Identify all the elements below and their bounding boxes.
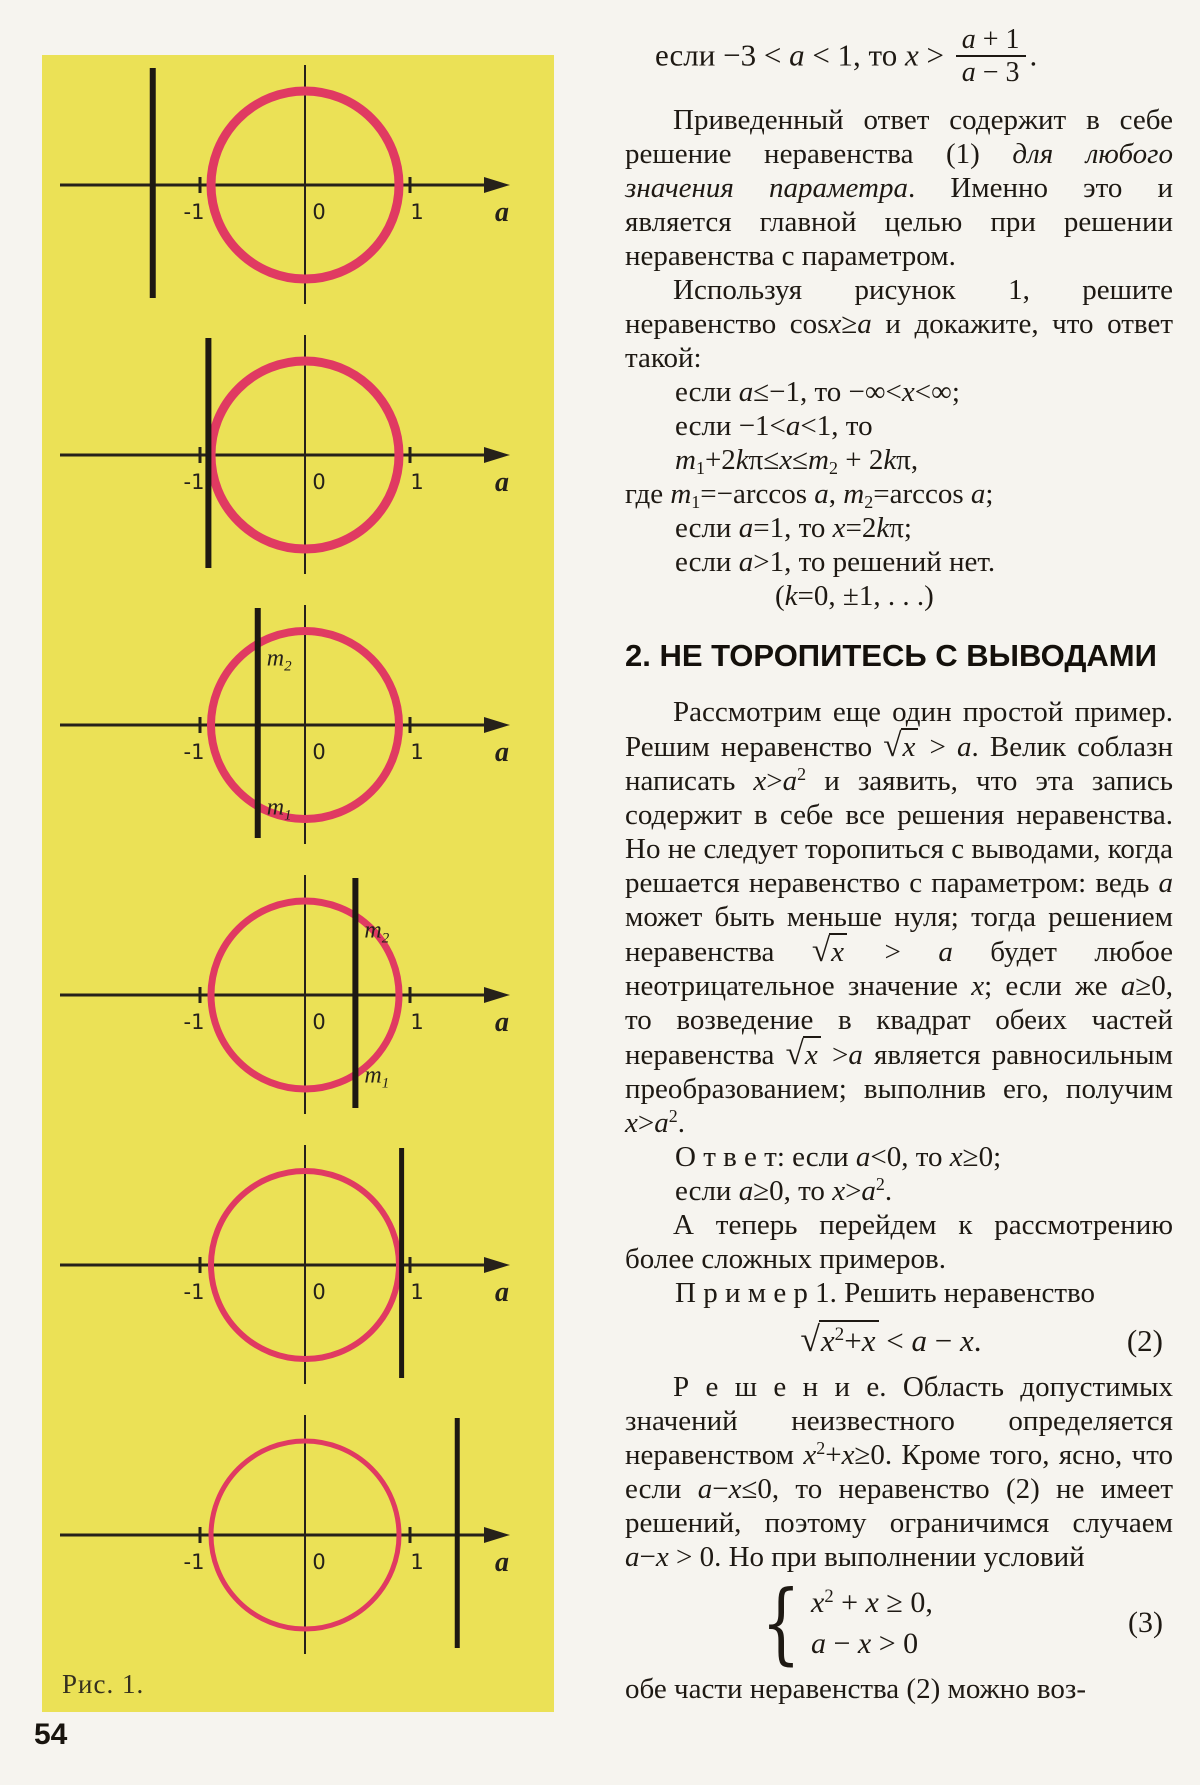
tick-label-1: 1 xyxy=(410,470,424,494)
paragraph-transition: А теперь перейдем к рассмотрению более сложных примеров. xyxy=(625,1208,1173,1275)
text-column xyxy=(625,20,1173,1706)
tick-label-1: 1 xyxy=(410,1550,424,1574)
figure-diagrams xyxy=(42,61,554,1681)
tick-label-minus-1: -1 xyxy=(183,740,205,764)
axis-label-a: a xyxy=(495,197,509,228)
tick-label-0: 0 xyxy=(312,200,326,224)
display-formula-1 xyxy=(655,24,1173,89)
formula-1-post: . xyxy=(1029,37,1038,73)
answer-line-5: если a=1, то x=2kπ; xyxy=(675,511,912,544)
axis-arrow xyxy=(484,1527,510,1543)
tick-label-1: 1 xyxy=(410,740,424,764)
equation-3 xyxy=(625,1571,1173,1675)
system-line-1: $x^2 + x \ge 0$, xyxy=(811,1585,933,1619)
system-lines xyxy=(811,1582,933,1664)
fraction-numerator: a + 1 xyxy=(961,24,1020,55)
tick-label-1: 1 xyxy=(410,1280,424,1304)
diagram-2 xyxy=(42,331,554,601)
paragraph-use-figure: Используя рисунок 1, решите неравенство cosx≥a и докажите, что ответ такой: xyxy=(625,273,1173,374)
answer-line-2: если −1<a<1, то xyxy=(675,409,873,442)
figure-panel xyxy=(42,55,554,1712)
diagram-6 xyxy=(42,1411,554,1681)
intersection-label-m2: $m_2$ xyxy=(364,917,390,947)
diagram-1 xyxy=(42,61,554,331)
tick-label-minus-1: -1 xyxy=(183,200,205,224)
intersection-label-m2: $m_2$ xyxy=(266,645,292,675)
equation-2-number: (2) xyxy=(1126,1322,1163,1358)
otvet-line-1: О т в е т: если a<0, то x≥0; xyxy=(675,1140,1002,1173)
tick-label-1: 1 xyxy=(410,200,424,224)
axis-arrow xyxy=(484,1257,510,1273)
paragraph-continuation: обе части неравенства (2) можно воз- xyxy=(625,1672,1087,1705)
axis-arrow xyxy=(484,717,510,733)
intersection-label-m1: $m_1$ xyxy=(364,1062,390,1092)
axis-arrow xyxy=(484,447,510,463)
equation-2-formula: $√x^2+x < a - x$. xyxy=(800,1318,982,1359)
fraction xyxy=(956,24,1026,89)
paragraph-example-sqrt: Рассмотрим еще один простой пример. Решим неравенство √x > a. Велик соблазн написать $x>a^2$ и заявить, что эта запись содержит в себе все решения неравенства. Но не следует торопиться с выводами, когда решается неравенство с параметром: ведь a может быть меньше нуля; тогда решением неравенства √x > a будет любое неотрицательное значение x; если же a≥0, то возведение в квадрат обеих частей неравенства √x >a является равносильным преобразованием; выполнив его, получим $x>a^2$. xyxy=(625,695,1173,1139)
axis-label-a: a xyxy=(495,467,509,498)
tick-label-0: 0 xyxy=(312,740,326,764)
axis-label-a: a xyxy=(495,737,509,768)
equation-3-number: (3) xyxy=(1128,1605,1163,1639)
axis-arrow xyxy=(484,987,510,1003)
tick-label-0: 0 xyxy=(312,1280,326,1304)
axis-label-a: a xyxy=(495,1007,509,1038)
example-1-line: П р и м е р 1. Решить неравенство xyxy=(675,1276,1096,1309)
formula-1-pre: если −3 < a < 1, то x > xyxy=(655,37,944,73)
axis-arrow xyxy=(484,177,510,193)
answer-line-3: $m_1+2k\pi\le x\le m_2 + 2k\pi$, xyxy=(675,443,919,478)
tick-label-minus-1: -1 xyxy=(183,1010,205,1034)
answer-line-7: (k=0, ±1, . . .) xyxy=(775,579,934,612)
axis-label-a: a xyxy=(495,1547,509,1578)
answer-line-4: где $m_1=-\arccos$ a, $m_2=\arccos$ a; xyxy=(625,477,994,512)
tick-label-0: 0 xyxy=(312,1550,326,1574)
tick-label-minus-1: -1 xyxy=(183,1550,205,1574)
answer-line-6: если a>1, то решений нет. xyxy=(675,545,996,578)
axis-label-a: a xyxy=(495,1277,509,1308)
tick-label-1: 1 xyxy=(410,1010,424,1034)
tick-label-minus-1: -1 xyxy=(183,1280,205,1304)
diagram-4 xyxy=(42,871,554,1141)
diagram-3 xyxy=(42,601,554,871)
paragraph-solution: Р е ш е н и е. Область допустимых значений неизвестного определяется неравенством $x^2+x\ge 0$. Кроме того, ясно, что если a−x≤0, то неравенство (2) не имеет решений, поэтому ограничимся случаем a−x > 0. Но при выполнении условий xyxy=(625,1370,1173,1573)
intersection-label-m1: $m_1$ xyxy=(266,794,292,824)
answer-line-1: если a≤−1, то −∞<x<∞; xyxy=(675,375,960,408)
equation-2 xyxy=(625,1318,1173,1359)
system-brace: { xyxy=(761,1571,801,1675)
otvet-line-2: если a≥0, то $x>a^2$. xyxy=(675,1173,893,1207)
tick-label-0: 0 xyxy=(312,1010,326,1034)
paragraph-answer-note: Приведенный ответ содержит в себе решение неравенства (1) для любого значения параметра. Именно это и является главной целью при решении неравенства с параметром. xyxy=(625,103,1173,272)
section-heading: 2. НЕ ТОРОПИТЕСЬ С ВЫВОДАМИ xyxy=(625,637,1157,673)
fraction-denominator: a − 3 xyxy=(956,55,1026,88)
figure-caption: Рис. 1. xyxy=(62,1669,145,1699)
page-number: 54 xyxy=(34,1718,68,1751)
diagram-5 xyxy=(42,1141,554,1411)
tick-label-minus-1: -1 xyxy=(183,470,205,494)
system-line-2: a − x > 0 xyxy=(811,1626,919,1660)
tick-label-0: 0 xyxy=(312,470,326,494)
